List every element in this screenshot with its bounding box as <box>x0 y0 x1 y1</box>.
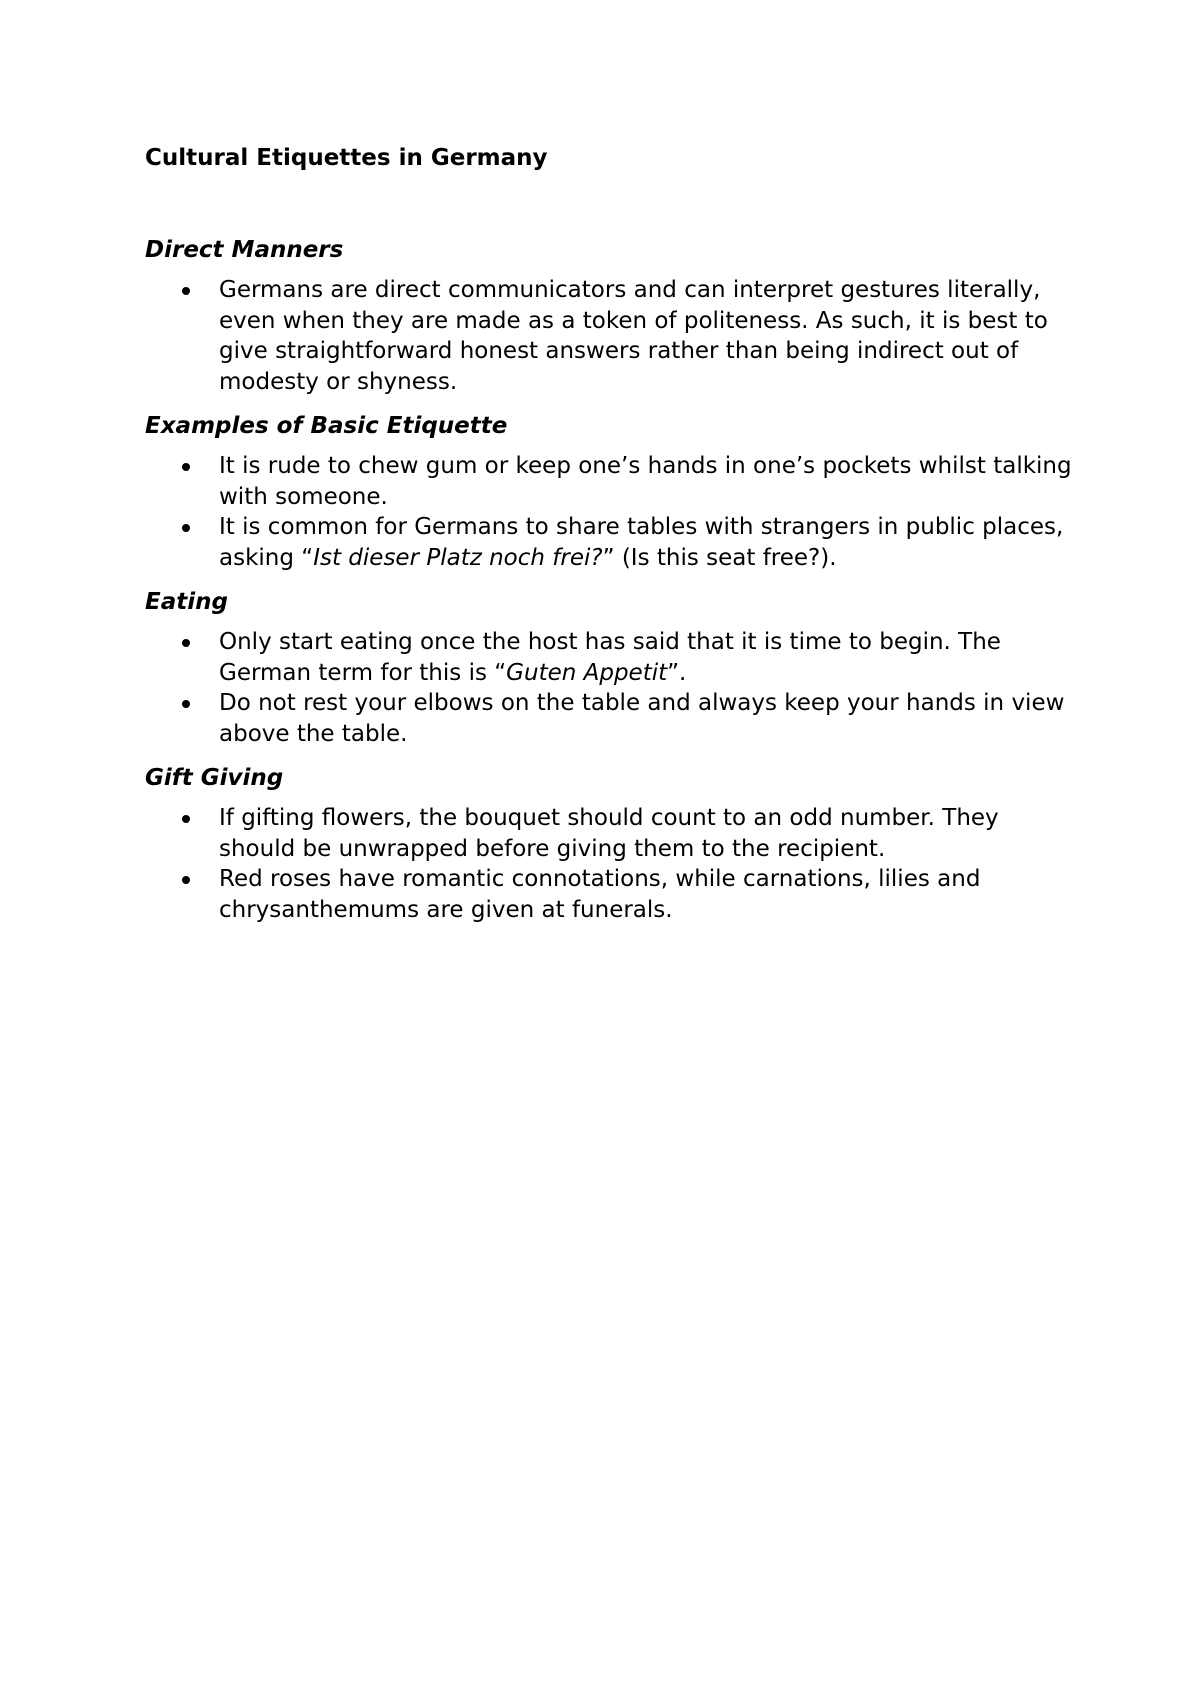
list-item-text: Red roses have romantic connotations, while carnations, lilies and chrysanthemums are given at funerals. <box>219 866 981 923</box>
section-basic-etiquette <box>145 411 1075 573</box>
section-direct-manners <box>145 235 1075 397</box>
list-item-text-start: Only start eating once the host has said that it is time to begin. The German term for this is “ <box>219 629 1001 686</box>
bullet-list <box>145 627 1075 749</box>
list-item <box>145 688 1075 749</box>
list-item <box>145 451 1075 512</box>
list-item <box>145 803 1075 864</box>
list-item <box>145 627 1075 688</box>
bullet-icon <box>182 876 190 884</box>
list-item <box>145 275 1075 397</box>
bullet-icon <box>182 287 190 295</box>
bullet-icon <box>182 815 190 823</box>
list-item-text-start: It is common for Germans to share tables with strangers in public places, asking “ <box>219 514 1064 571</box>
section-heading: Direct Manners <box>145 237 344 263</box>
list-item-text: It is rude to chew gum or keep one’s hands in one’s pockets whilst talking with someone. <box>219 453 1072 510</box>
page-title: Cultural Etiquettes in Germany <box>145 145 548 171</box>
section-heading: Examples of Basic Etiquette <box>145 413 508 439</box>
german-phrase: Ist dieser Platz noch frei? <box>313 544 603 571</box>
list-item-text: Germans are direct communicators and can interpret gestures literally, even when they are made as a token of politeness. As such, it is best to give straightforward honest answers rather than being indirect out of modesty or shyness. <box>219 277 1048 395</box>
list-item <box>145 512 1075 573</box>
section-eating <box>145 587 1075 749</box>
section-heading: Gift Giving <box>145 765 284 791</box>
bullet-icon <box>182 524 190 532</box>
bullet-list <box>145 451 1075 573</box>
list-item-text: Do not rest your elbows on the table and always keep your hands in view above the table. <box>219 690 1065 747</box>
bullet-icon <box>182 463 190 471</box>
list-item-text-end: ” (Is this seat free?). <box>602 544 837 571</box>
bullet-icon <box>182 700 190 708</box>
list-item-text-end: ”. <box>667 659 687 686</box>
section-heading: Eating <box>145 589 228 615</box>
german-phrase: Guten Appetit <box>506 659 668 686</box>
list-item <box>145 864 1075 925</box>
document-page <box>145 143 1075 939</box>
bullet-list <box>145 275 1075 397</box>
section-gift-giving <box>145 763 1075 925</box>
list-item-text: If gifting flowers, the bouquet should count to an odd number. They should be unwrapped before giving them to the recipient. <box>219 805 999 862</box>
bullet-icon <box>182 639 190 647</box>
bullet-list <box>145 803 1075 925</box>
